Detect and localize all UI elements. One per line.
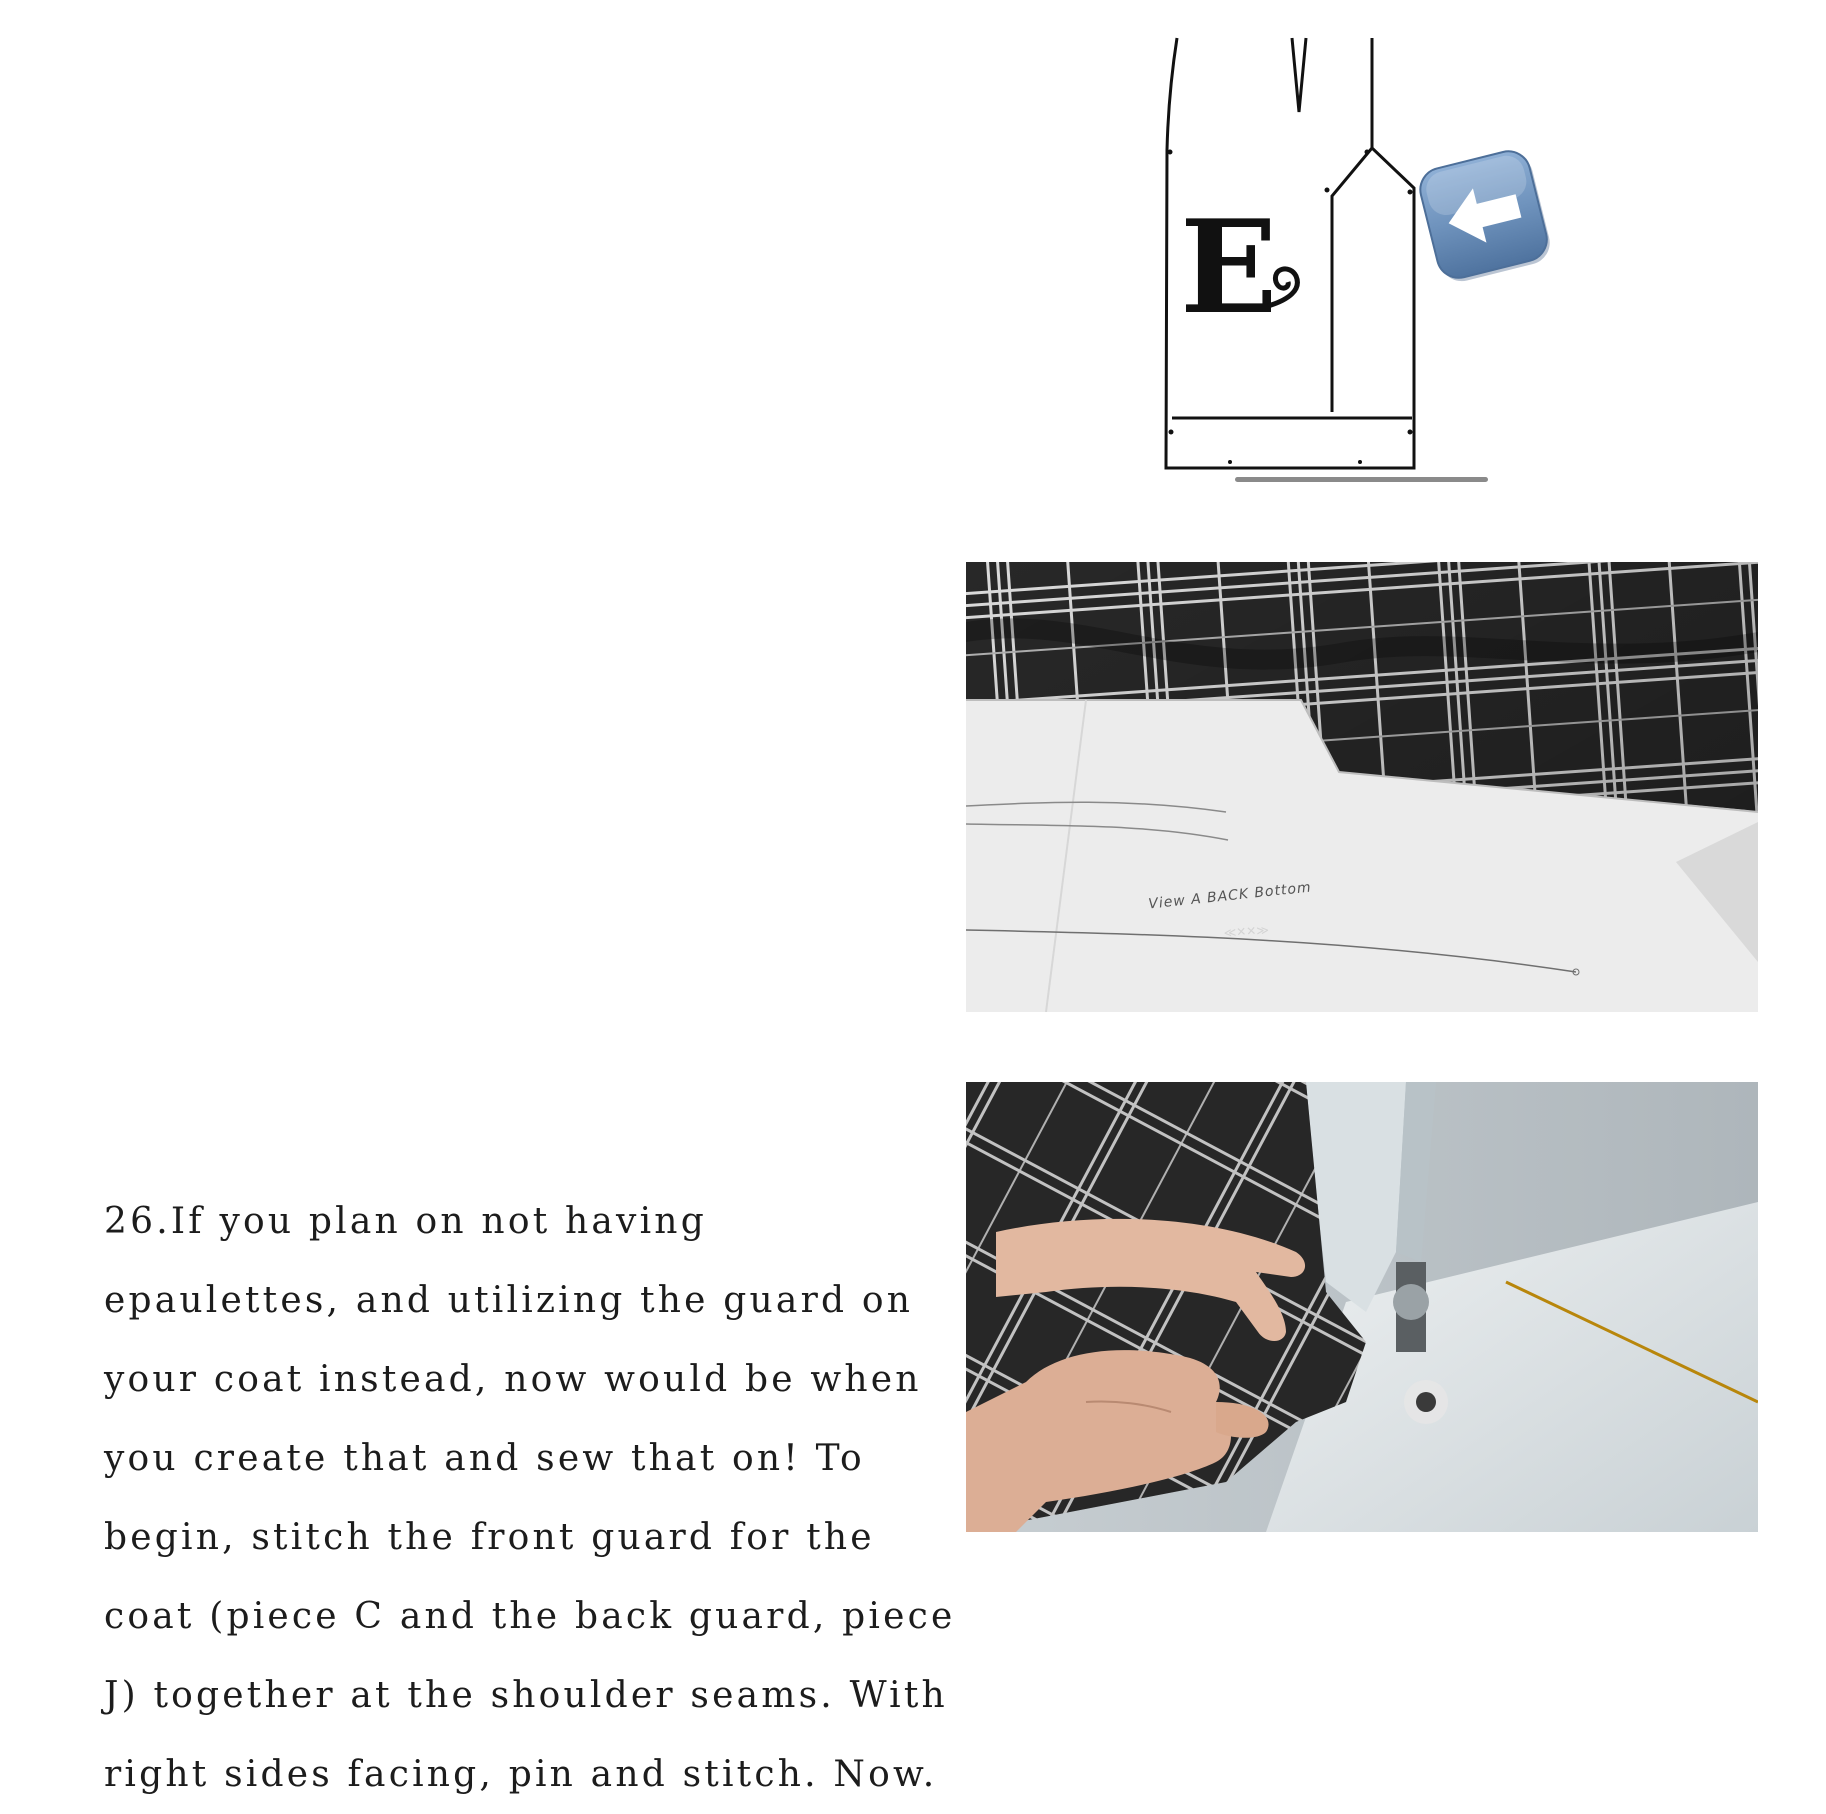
back-arrow-icon	[1418, 148, 1554, 284]
step-line: J) together at the shoulder seams. With	[104, 1675, 948, 1716]
step-line: right sides facing, pin and stitch. Now.	[104, 1754, 938, 1795]
step-line: your coat instead, now would be when	[104, 1359, 922, 1400]
pattern-piece-letter: E	[1180, 193, 1278, 343]
step-line: 26.If you plan on not having	[104, 1201, 707, 1242]
step-line: you create that and sew that on! To	[104, 1438, 865, 1479]
svg-text:≪✕✕≫: ≪✕✕≫	[1223, 922, 1270, 940]
back-arrow-button[interactable]	[1418, 148, 1554, 284]
step-line: begin, stitch the front guard for the	[104, 1517, 875, 1558]
step-26-instructions	[104, 1182, 956, 1814]
handwritten-note: View A BACK Bottom	[1147, 879, 1313, 913]
step-line: coat (piece C and the back guard, piece	[104, 1596, 956, 1637]
step-line: epaulettes, and utilizing the guard on	[104, 1280, 914, 1321]
pattern-on-fabric-photo	[966, 562, 1758, 1012]
pattern-piece-diagram	[1080, 0, 1660, 500]
sewing-machine-photo	[966, 1082, 1758, 1532]
